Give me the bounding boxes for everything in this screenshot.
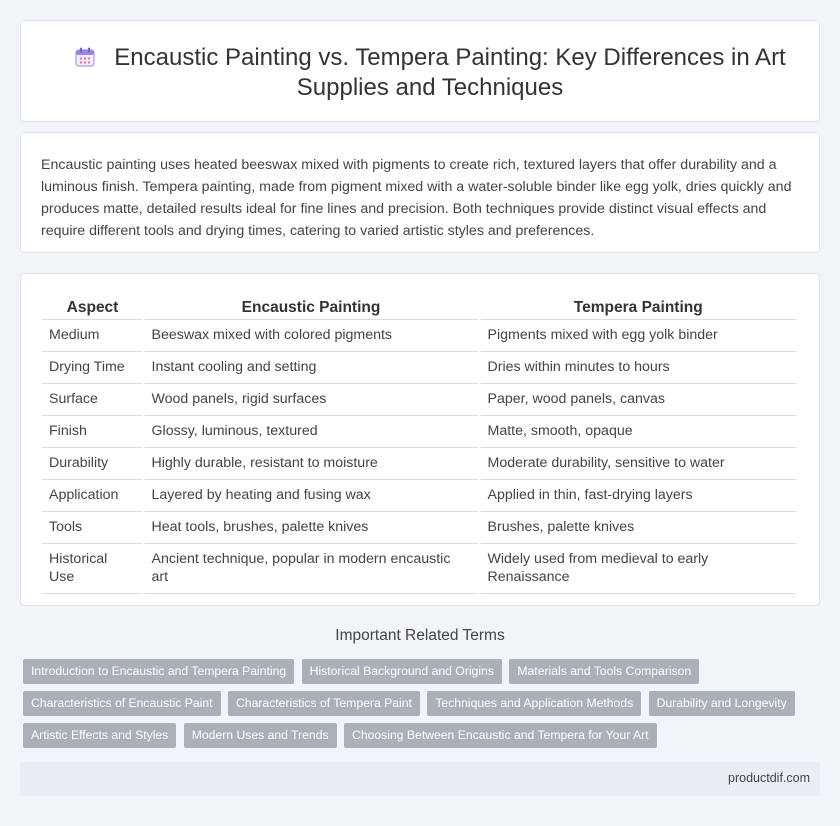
cell-aspect: Finish <box>42 416 143 448</box>
cell-tempera: Paper, wood panels, canvas <box>479 384 798 416</box>
cell-aspect: Drying Time <box>42 352 143 384</box>
title-wrap <box>61 43 799 103</box>
related-tag[interactable]: Artistic Effects and Styles <box>23 723 176 748</box>
related-tags <box>23 659 813 755</box>
footer-site-link[interactable]: productdif.com <box>728 771 810 785</box>
cell-encaustic: Ancient technique, popular in modern encaustic art <box>143 544 479 594</box>
related-tag[interactable]: Durability and Longevity <box>649 691 795 716</box>
cell-encaustic: Heat tools, brushes, palette knives <box>143 512 479 544</box>
cell-tempera: Widely used from medieval to early Renaissance <box>479 544 798 594</box>
related-tag[interactable]: Characteristics of Encaustic Paint <box>23 691 221 716</box>
cell-tempera: Applied in thin, fast-drying layers <box>479 480 798 512</box>
table-header-row <box>42 296 798 320</box>
cell-aspect: Durability <box>42 448 143 480</box>
cell-tempera: Moderate durability, sensitive to water <box>479 448 798 480</box>
cell-tempera: Matte, smooth, opaque <box>479 416 798 448</box>
table-row <box>42 320 798 352</box>
cell-encaustic: Wood panels, rigid surfaces <box>143 384 479 416</box>
table-row <box>42 544 798 594</box>
intro-paragraph: Encaustic painting uses heated beeswax mixed with pigments to create rich, textured layers that offer durability and a luminous finish. Tempera painting, made from pigment mixed with a water-soluble binder like egg yolk, dries quickly and produces matte, detailed results ideal for fine lines and precision. Both techniques provide distinct visual effects and require different tools and drying times, catering to varied artistic styles and preferences. <box>41 157 792 239</box>
related-tag[interactable]: Techniques and Application Methods <box>427 691 641 716</box>
cell-aspect: Tools <box>42 512 143 544</box>
table-row <box>42 352 798 384</box>
cell-encaustic: Highly durable, resistant to moisture <box>143 448 479 480</box>
calendar-icon <box>74 46 96 68</box>
cell-tempera: Pigments mixed with egg yolk binder <box>479 320 798 352</box>
header-tempera: Tempera Painting <box>479 296 798 320</box>
related-tag[interactable]: Materials and Tools Comparison <box>509 659 699 684</box>
cell-encaustic: Instant cooling and setting <box>143 352 479 384</box>
intro-card <box>20 132 820 253</box>
table-row <box>42 416 798 448</box>
table-row <box>42 512 798 544</box>
table-row <box>42 448 798 480</box>
table-row <box>42 384 798 416</box>
cell-tempera: Dries within minutes to hours <box>479 352 798 384</box>
footer-bar <box>20 762 820 796</box>
cell-aspect: Application <box>42 480 143 512</box>
comparison-table <box>42 296 799 594</box>
cell-tempera: Brushes, palette knives <box>479 512 798 544</box>
related-tag[interactable]: Characteristics of Tempera Paint <box>228 691 420 716</box>
cell-aspect: Medium <box>42 320 143 352</box>
related-tag[interactable]: Historical Background and Origins <box>302 659 502 684</box>
cell-aspect: Surface <box>42 384 143 416</box>
cell-aspect: Historical Use <box>42 544 143 594</box>
header-encaustic: Encaustic Painting <box>143 296 479 320</box>
cell-encaustic: Glossy, luminous, textured <box>143 416 479 448</box>
related-tag[interactable]: Choosing Between Encaustic and Tempera for Your Art <box>344 723 657 748</box>
header-card <box>20 20 820 122</box>
cell-encaustic: Beeswax mixed with colored pigments <box>143 320 479 352</box>
header-aspect: Aspect <box>42 296 143 320</box>
related-terms-title: Important Related Terms <box>335 627 505 644</box>
related-tag[interactable]: Introduction to Encaustic and Tempera Painting <box>23 659 294 684</box>
related-tag[interactable]: Modern Uses and Trends <box>184 723 337 748</box>
page-title: Encaustic Painting vs. Tempera Painting: Key Differences in Art Supplies and Techniques <box>114 44 786 101</box>
cell-encaustic: Layered by heating and fusing wax <box>143 480 479 512</box>
table-card <box>20 273 820 606</box>
table-row <box>42 480 798 512</box>
